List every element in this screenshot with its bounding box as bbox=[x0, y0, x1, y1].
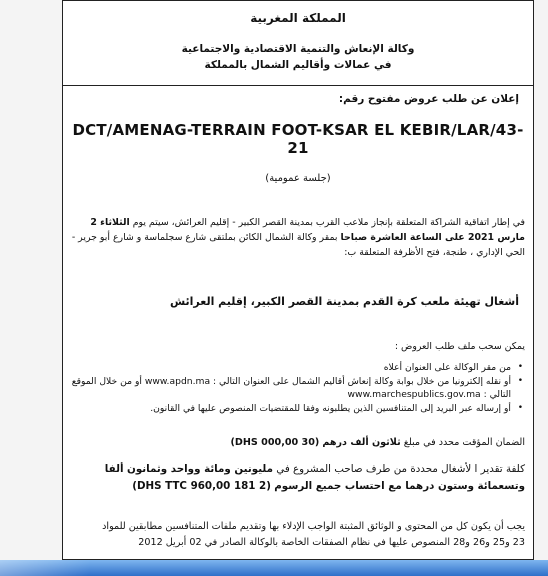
cost-estimate bbox=[67, 461, 525, 495]
item2-continuation: من خلال الموقع التالي : bbox=[71, 375, 511, 400]
tender-subject: أشغال تهيئة ملعب كرة القدم بمدينة القصر الكبير، إقليم العرائش bbox=[169, 295, 519, 308]
list-item bbox=[67, 375, 525, 402]
taskbar bbox=[0, 560, 548, 576]
session-type: (جلسة عمومية) bbox=[265, 173, 331, 184]
list-item bbox=[67, 402, 525, 416]
item3-text: أو إرساله عبر البريد إلى المتنافسين الذين يطلبونه وفقا للمقتضيات المنصوص عليها في القانون. bbox=[150, 402, 511, 414]
tender-reference: DCT/AMENAG-TERRAIN FOOT-KSAR EL KEBIR/LAR/43-21 bbox=[72, 121, 524, 157]
conditions-line2: 23 و25 و26 و28 المنصوص عليها في نظام الصفقات الخاصة بالوكالة الصادر في 02 أبريل 2012 bbox=[138, 537, 525, 548]
cost-figure: (2 181 960,00 DHS TTC) bbox=[132, 480, 271, 492]
pull-methods-list bbox=[67, 361, 525, 415]
guarantee-text: الضمان المؤقت محدد في مبلغ bbox=[403, 437, 525, 448]
taskbar-highlight bbox=[0, 560, 90, 576]
item2-or: أو bbox=[134, 375, 142, 387]
guarantee-line bbox=[67, 437, 525, 448]
item1-text: من مقر الوكالة على العنوان أعلاه bbox=[383, 362, 511, 373]
intro-part2: بمقر وكالة الشمال الكائن بملتقى شارع سجلماسة و شارع أبو جرير - الحي الإداري ، طنجة، فتح الأظرفة المتعلقة ب: bbox=[71, 232, 525, 258]
item2-text: أو نقله إلكترونيا من خلال بوابة وكالة إنعاش أقاليم الشمال على العنوان التالي : bbox=[213, 375, 511, 387]
marchespublics-link[interactable]: www.marchespublics.gov.ma bbox=[347, 389, 481, 400]
cost-amount: مليونين ومائة وواحد وثمانون ألفا وتسعمائة وستون درهما مع احتساب جميع الرسوم bbox=[104, 463, 525, 492]
document-page bbox=[62, 0, 534, 560]
intro-date: الثلاثاء 2 مارس 2021 على الساعة العاشرة صباحا bbox=[90, 217, 525, 243]
guarantee-amount: ثلاثون ألف درهم bbox=[322, 437, 401, 448]
conditions-paragraph bbox=[67, 519, 525, 551]
apdn-link[interactable]: www.apdn.ma bbox=[144, 375, 211, 387]
agency-name-line1: وكالة الإنعاش والتنمية الاقتصادية والاجتماعية bbox=[181, 43, 415, 55]
list-item bbox=[67, 361, 525, 375]
pull-intro: يمكن سحب ملف طلب العروض : bbox=[394, 341, 525, 352]
header-title: المملكة المغربية bbox=[250, 11, 346, 25]
intro-paragraph bbox=[67, 215, 525, 260]
announcement-title: إعلان عن طلب عروض مفتوح رقم: bbox=[338, 93, 519, 105]
intro-part1: في إطار اتفاقية الشراكة المتعلقة بإنجاز ملاعب القرب بمدينة القصر الكبير - إقليم العرائش، سيتم يوم bbox=[132, 217, 525, 228]
agency-name-line2: في عمالات وأقاليم الشمال بالمملكة bbox=[204, 59, 392, 71]
conditions-line1: يجب أن يكون كل من المحتوى و الوثائق المثبتة الواجب الإدلاء بها وتقديم ملفات المتنافسين مطابقين للمواد bbox=[102, 521, 525, 532]
guarantee-figure: (30 000,00 DHS) bbox=[230, 437, 320, 448]
header-divider bbox=[63, 85, 533, 86]
cost-text: كلفة تقدير ا لأشغال محددة من طرف صاحب المشروع في bbox=[276, 463, 525, 475]
